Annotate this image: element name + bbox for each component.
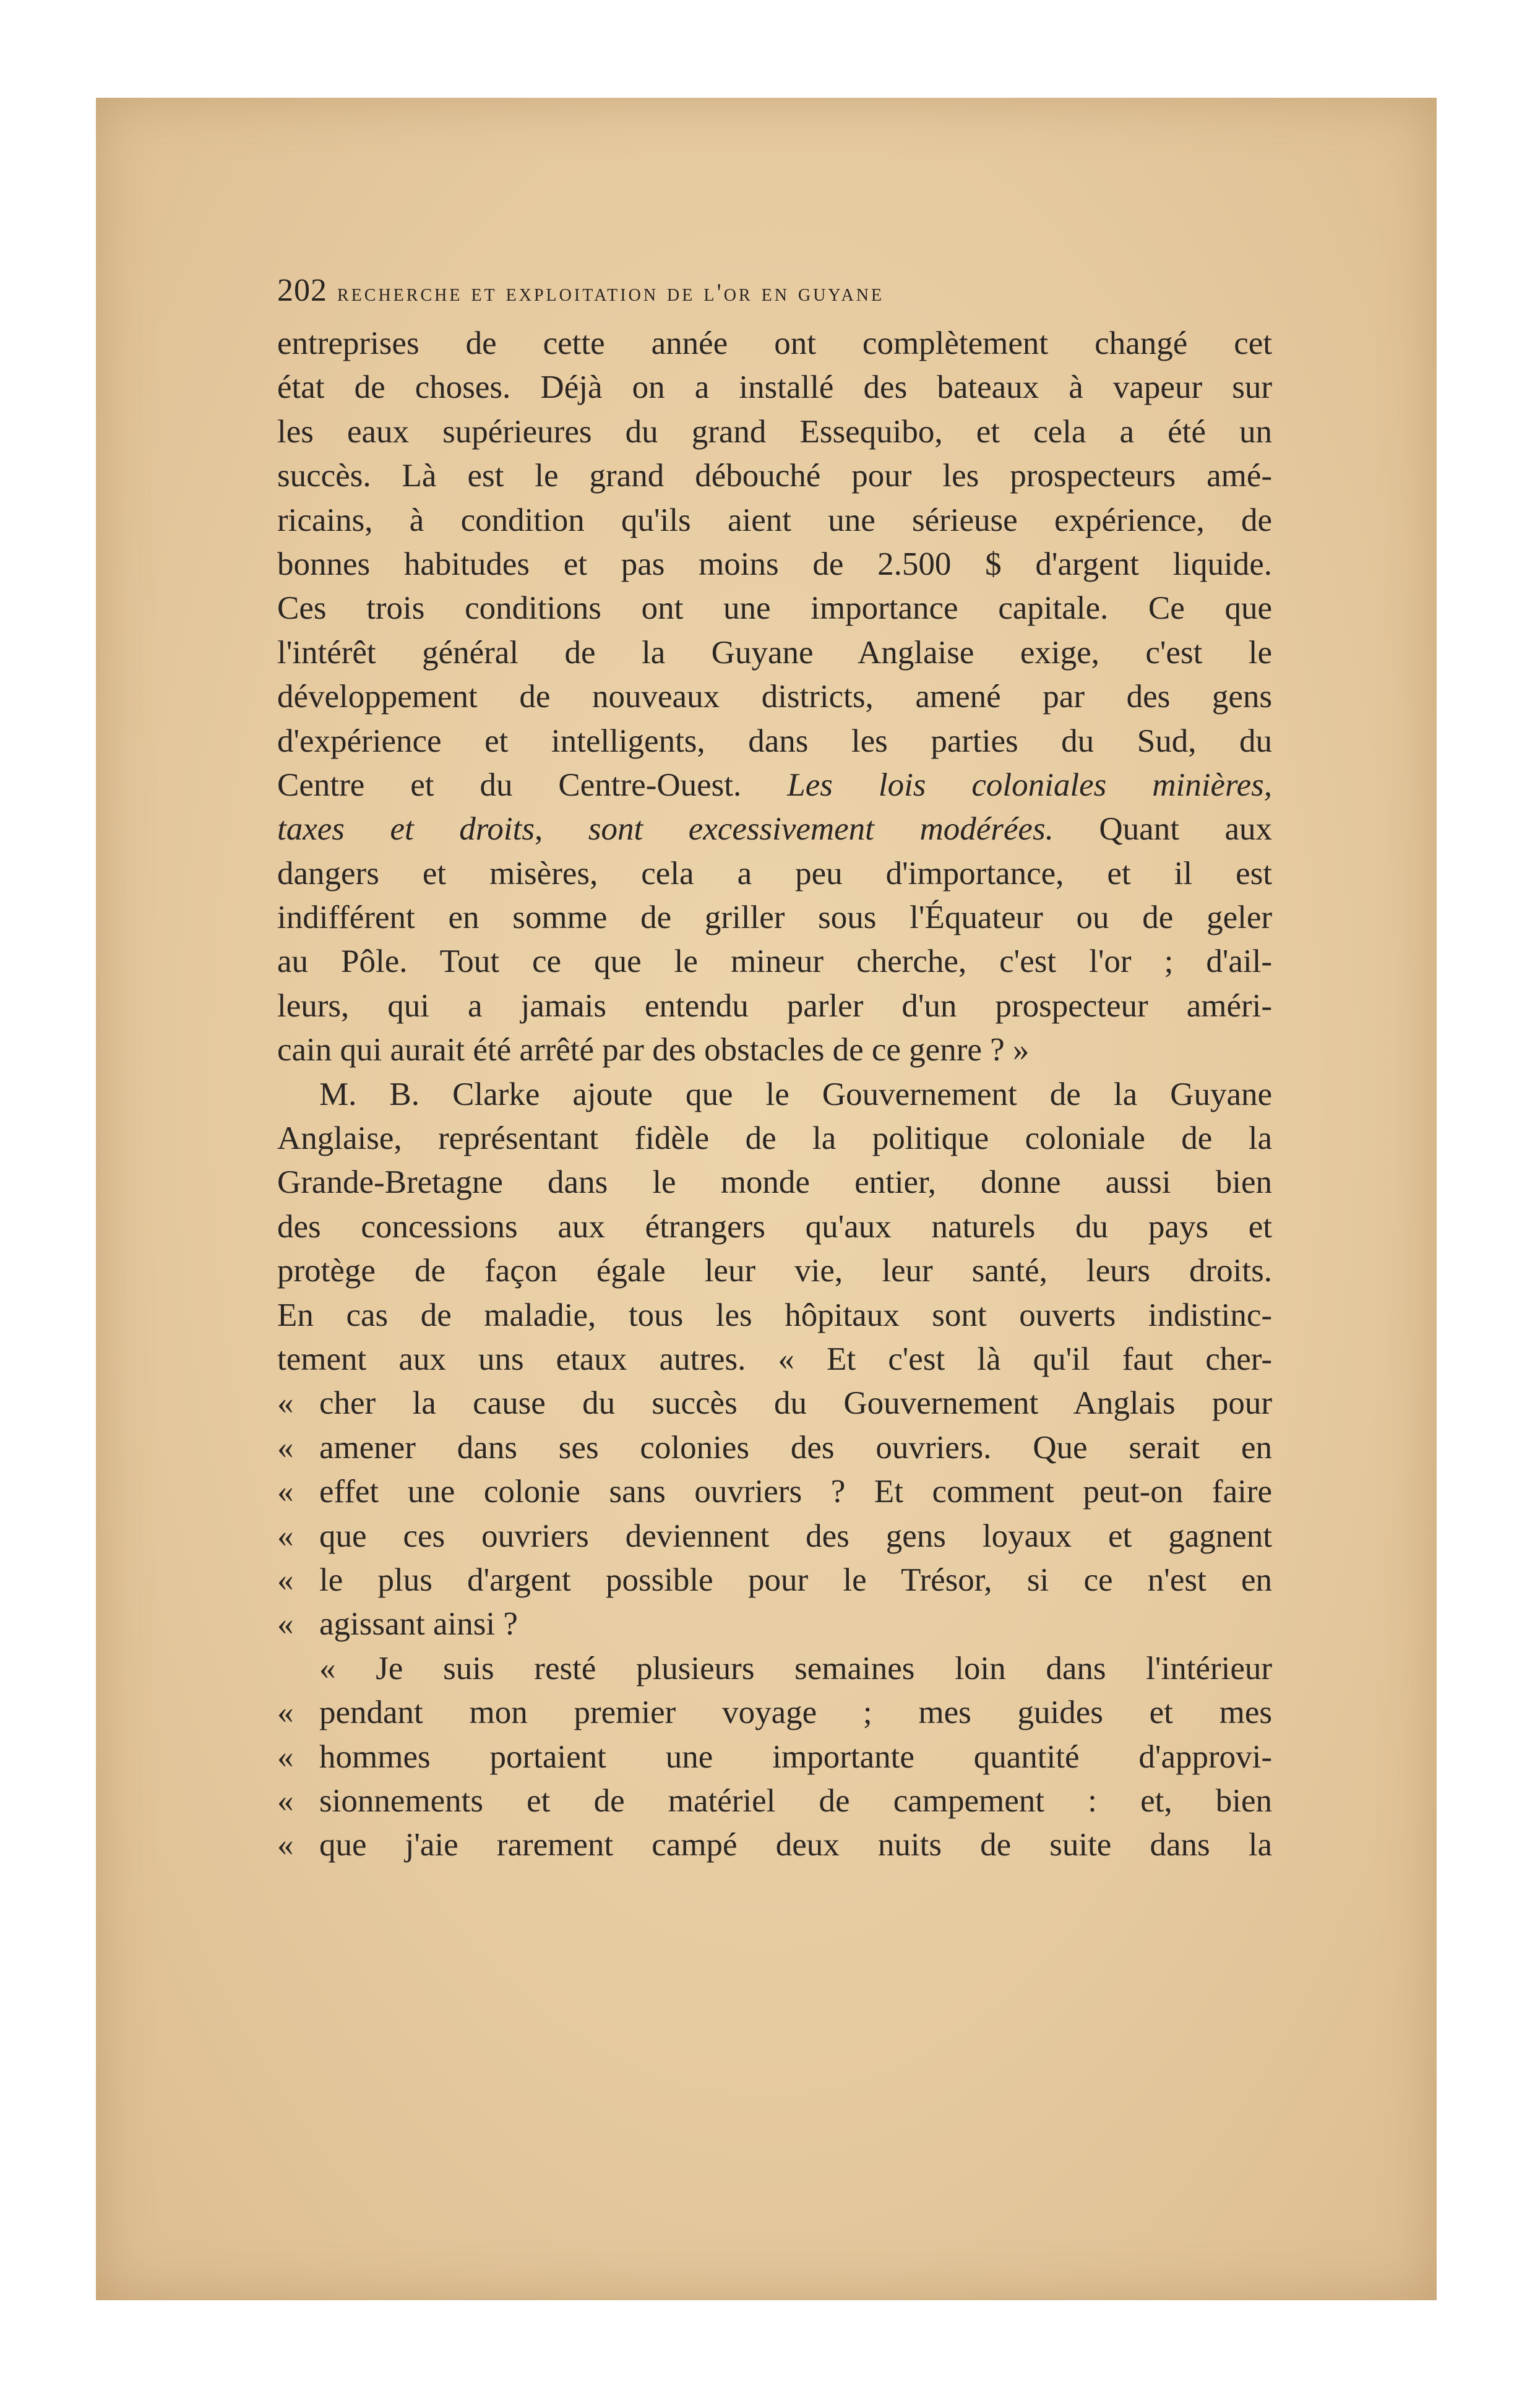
text-segment: que j'aie rarement campé deux nuits de suite dans la xyxy=(319,1827,1272,1863)
text-line: au Pôle. Tout ce que le mineur cherche, c'est l'or ; d'ail- xyxy=(277,943,1272,980)
quote-mark: « xyxy=(277,1782,294,1819)
quote-mark: « xyxy=(277,1518,294,1554)
text-line: cain qui aurait été arrêté par des obstacles de ce genre ? » xyxy=(277,1032,1030,1068)
quote-line xyxy=(277,1779,1272,1823)
quote-line xyxy=(277,1602,1272,1646)
text-segment: cher la cause du succès du Gouvernement Anglais pour xyxy=(319,1385,1272,1422)
text-segment: sionnements et de matériel de campement : et, bien xyxy=(319,1782,1272,1819)
text-segment: Quant aux xyxy=(1099,811,1273,848)
page-number: 202 xyxy=(277,273,327,308)
quote-line xyxy=(277,1470,1272,1514)
quote-line xyxy=(277,1691,1272,1735)
text-line: dangers et misères, cela a peu d'importance, et il est xyxy=(277,855,1272,892)
text-line xyxy=(277,763,1272,807)
quote-line xyxy=(277,1823,1272,1867)
text-line: des concessions aux étrangers qu'aux naturels du pays et xyxy=(277,1208,1272,1245)
quote-line xyxy=(277,1381,1272,1425)
quote-mark: « xyxy=(277,1695,294,1731)
text-segment: hommes portaient une importante quantité d'approvi- xyxy=(319,1738,1272,1775)
text-segment: agissant ainsi ? xyxy=(319,1606,518,1643)
text-segment: que ces ouvriers deviennent des gens loyaux et gagnent xyxy=(319,1518,1272,1554)
quote-line xyxy=(277,1426,1272,1470)
text-line: M. B. Clarke ajoute que le Gouvernement de la Guyane xyxy=(319,1076,1272,1112)
quote-mark: « xyxy=(277,1385,294,1422)
text-segment: effet une colonie sans ouvriers ? Et comment peut-on faire xyxy=(319,1474,1272,1510)
text-line: En cas de maladie, tous les hôpitaux sont ouverts indistinc- xyxy=(277,1297,1272,1333)
text-line: ricains, à condition qu'ils aient une sérieuse expérience, de xyxy=(277,502,1272,538)
quote-mark: « xyxy=(277,1429,294,1466)
italic-segment: taxes et droits xyxy=(277,811,535,848)
running-title: recherche et exploitation de l'or en guyane xyxy=(337,278,885,306)
text-line: Anglaise, représentant fidèle de la politique coloniale de la xyxy=(277,1120,1272,1157)
quote-mark: « xyxy=(277,1827,294,1863)
quote-line xyxy=(277,1735,1272,1779)
text-line: développement de nouveaux districts, amené par des gens xyxy=(277,679,1272,715)
quote-line xyxy=(277,1558,1272,1602)
text-line: état de choses. Déjà on a installé des bateaux à vapeur sur xyxy=(277,369,1272,406)
text-line: leurs, qui a jamais entendu parler d'un prospecteur améri- xyxy=(277,987,1272,1024)
text-segment: le plus d'argent possible pour le Trésor, si ce n'est en xyxy=(319,1562,1272,1598)
text-line: Grande-Bretagne dans le monde entier, donne aussi bien xyxy=(277,1164,1272,1201)
italic-segment: Les lois coloniales minières, xyxy=(787,767,1273,803)
quote-line: « Je suis resté plusieurs semaines loin dans l'intérieur xyxy=(319,1650,1272,1686)
text-line: l'intérêt général de la Guyane Anglaise exige, c'est le xyxy=(277,634,1272,671)
text-line: succès. Là est le grand débouché pour les prospecteurs amé- xyxy=(277,458,1272,494)
text-segment: Centre et du Centre-Ouest. xyxy=(277,767,742,803)
text-line: d'expérience et intelligents, dans les parties du Sud, du xyxy=(277,723,1272,759)
body-text xyxy=(277,322,1272,1868)
text-line: Ces trois conditions ont une importance capitale. Ce que xyxy=(277,590,1272,627)
text-line: protège de façon égale leur vie, leur santé, leurs droits. xyxy=(277,1253,1272,1289)
quote-mark: « xyxy=(277,1738,294,1775)
text-segment: amener dans ses colonies des ouvriers. Que serait en xyxy=(319,1429,1272,1466)
text-line: entreprises de cette année ont complètement changé cet xyxy=(277,325,1272,361)
running-header xyxy=(277,272,1286,322)
quote-line xyxy=(277,1514,1272,1558)
quote-mark: « xyxy=(277,1562,294,1598)
italic-segment: sont excessivement modérées. xyxy=(588,811,1054,848)
text-segment: pendant mon premier voyage ; mes guides et mes xyxy=(319,1695,1272,1731)
text-line: indifférent en somme de griller sous l'Équateur ou de geler xyxy=(277,900,1272,936)
text-line xyxy=(277,807,1272,851)
quote-mark: « xyxy=(277,1474,294,1510)
quote-mark: « xyxy=(277,1606,294,1643)
text-line: tement aux uns etaux autres. « Et c'est là qu'il faut cher- xyxy=(277,1341,1272,1377)
text-line: les eaux supérieures du grand Essequibo, et cela a été un xyxy=(277,413,1272,450)
text-line: bonnes habitudes et pas moins de 2.500 $ d'argent liquide. xyxy=(277,546,1272,582)
text-segment: , xyxy=(535,811,543,848)
